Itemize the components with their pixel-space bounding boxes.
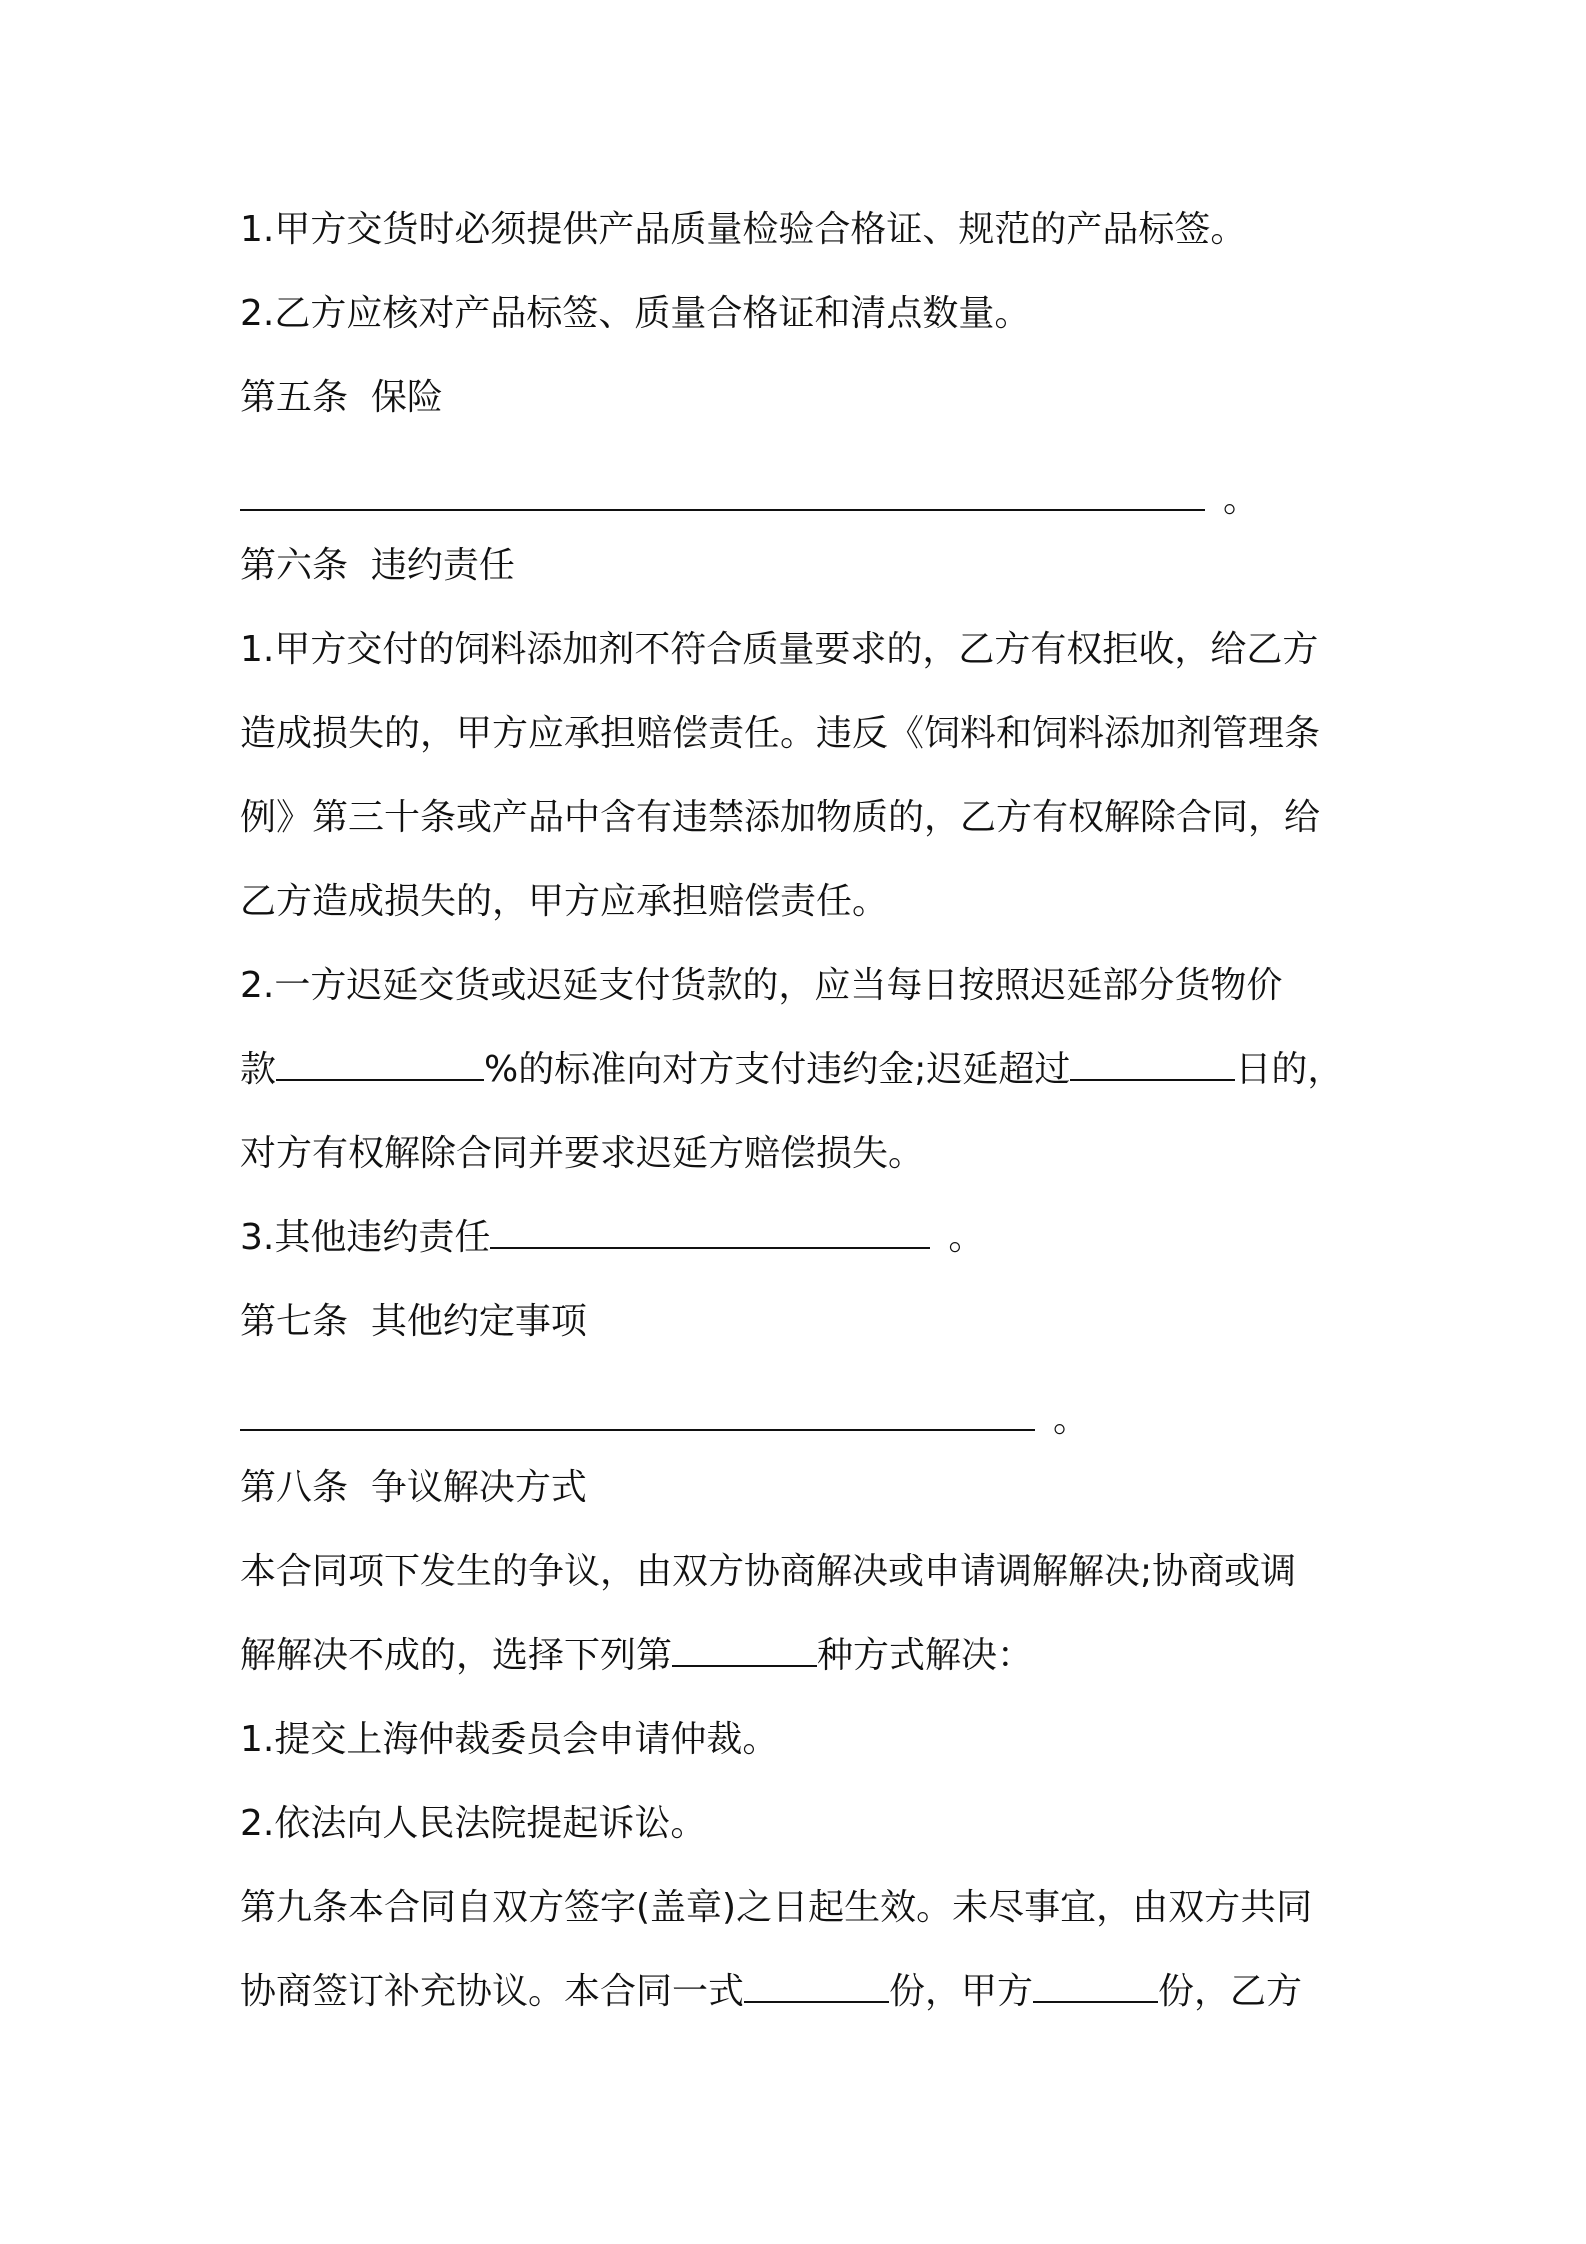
clause-9-line-2: 协商签订补充协议。本合同一式 份，甲方 份，乙方 <box>240 1971 1303 2012</box>
clause-8-line-1: 本合同项下发生的争议，由双方协商解决或申请调解解决;协商或调 <box>240 1551 1297 1592</box>
clause-6-item-2-line-2: 款 %的标准向对方支付违约金;迟延超过 日的， <box>240 1049 1344 1090</box>
clause-8-option-1: 1.提交上海仲裁委员会申请仲裁。 <box>240 1719 779 1760</box>
insurance-blank[interactable] <box>240 481 1205 511</box>
clause-6-item-1-line-3: 例》第三十条或产品中含有违禁添加物质的，乙方有权解除合同，给 <box>240 797 1321 838</box>
clause-5-heading: 第五条 保险 <box>240 377 443 418</box>
clause-4-item-2: 2.乙方应核对产品标签、质量合格证和清点数量。 <box>240 293 1031 334</box>
dispute-option-blank[interactable] <box>672 1637 817 1667</box>
other-liability-blank[interactable] <box>490 1219 930 1249</box>
clause-7-heading: 第七条 其他约定事项 <box>240 1301 587 1342</box>
copies-party-a-blank[interactable] <box>1033 1973 1158 2003</box>
clause-6-item-3: 3.其他违约责任 。 <box>240 1217 985 1258</box>
clause-9-line-1: 第九条本合同自双方签字(盖章)之日起生效。未尽事宜，由双方共同 <box>240 1887 1313 1928</box>
clause-6-item-1-line-4: 乙方造成损失的，甲方应承担赔偿责任。 <box>240 881 889 922</box>
penalty-rate-blank[interactable] <box>276 1051 484 1081</box>
clause-4-item-1: 1.甲方交货时必须提供产品质量检验合格证、规范的产品标签。 <box>240 209 1247 250</box>
clause-8-heading: 第八条 争议解决方式 <box>240 1467 587 1508</box>
other-matters-blank[interactable] <box>240 1401 1035 1431</box>
clause-7-blank-line: 。 <box>240 1396 1370 1444</box>
clause-6-heading: 第六条 违约责任 <box>240 545 515 586</box>
clause-8-option-2: 2.依法向人民法院提起诉讼。 <box>240 1803 707 1844</box>
copies-total-blank[interactable] <box>744 1973 889 2003</box>
clause-6-item-1-line-2: 造成损失的，甲方应承担赔偿责任。违反《饲料和饲料添加剂管理条 <box>240 713 1321 754</box>
clause-6-item-2-line-1: 2.一方迟延交货或迟延支付货款的，应当每日按照迟延部分货物价 <box>240 965 1283 1006</box>
delay-days-blank[interactable] <box>1070 1051 1235 1081</box>
clause-8-line-2: 解解决不成的，选择下列第 种方式解决： <box>240 1635 1034 1676</box>
clause-6-item-2-line-3: 对方有权解除合同并要求迟延方赔偿损失。 <box>240 1133 925 1174</box>
clause-5-blank-line: 。 <box>240 476 1370 524</box>
clause-6-item-1-line-1: 1.甲方交付的饲料添加剂不符合质量要求的，乙方有权拒收，给乙方 <box>240 629 1319 670</box>
